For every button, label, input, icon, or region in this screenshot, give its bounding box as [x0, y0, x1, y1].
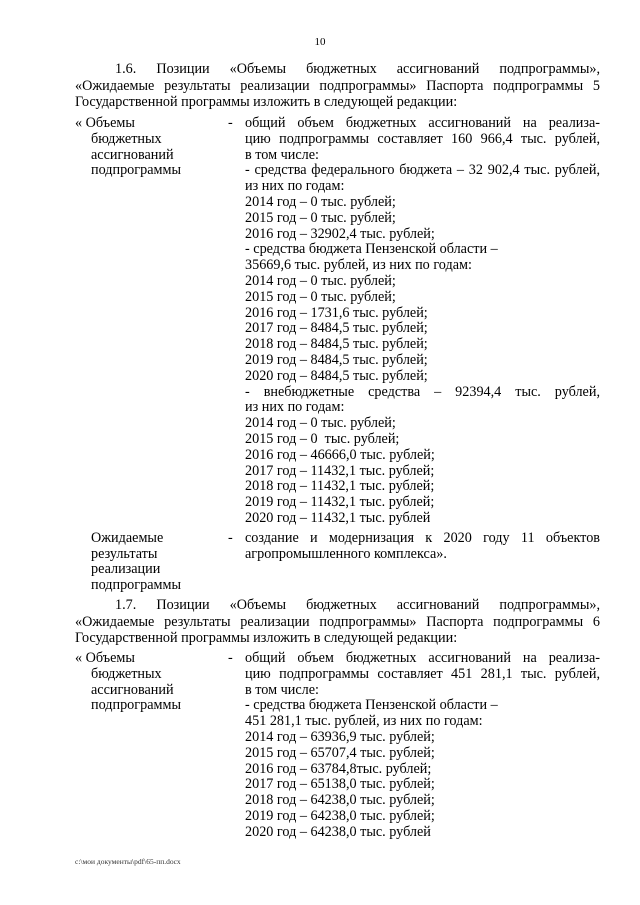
- content-line: 2017 год – 8484,5 тыс. рублей;: [245, 320, 428, 337]
- dash-separator: -: [228, 115, 233, 131]
- label-line: бюджетных: [91, 130, 162, 147]
- content-line: в том числе:: [245, 681, 319, 698]
- content-line: 2020 год – 64238,0 тыс. рублей: [245, 823, 431, 840]
- content-line: из них по годам:: [245, 178, 345, 195]
- section-1-7-intro-text: 1.7. Позиции «Объемы бюджетных ассигнований подпрограммы», «Ожидаемые результаты реализации подпрограммы» Паспорта подпрограммы 6 Государственной программы изложить в следующей редакции:: [75, 597, 600, 646]
- content-line: 2014 год – 63936,9 тыс. рублей;: [245, 728, 435, 745]
- content-line: 451 281,1 тыс. рублей, из них по годам:: [245, 713, 483, 730]
- label-line: ассигнований: [91, 146, 174, 163]
- volume-content: [245, 651, 600, 841]
- content-line: 2017 год – 65138,0 тыс. рублей;: [245, 776, 435, 793]
- content-line: 2019 год – 11432,1 тыс. рублей;: [245, 494, 435, 511]
- content-line: 2020 год – 11432,1 тыс. рублей: [245, 509, 431, 526]
- content-line: 2016 год – 46666,0 тыс. рублей;: [245, 446, 435, 463]
- content-line: 2014 год – 0 тыс. рублей;: [245, 272, 396, 289]
- label-line: Объемы: [85, 650, 135, 666]
- content-line: 2020 год – 8484,5 тыс. рублей;: [245, 367, 428, 384]
- content-line: 2016 год – 32902,4 тыс. рублей;: [245, 225, 435, 242]
- content-line: 2018 год – 11432,1 тыс. рублей;: [245, 478, 435, 495]
- content-line: 2016 год – 63784,8тыс. рублей;: [245, 760, 432, 777]
- label-line: подпрограммы: [91, 162, 181, 179]
- open-quote: «: [75, 650, 83, 666]
- content-line: 2015 год – 0 тыс. рублей;: [245, 209, 396, 226]
- content-line: создание и модернизация к 2020 году 11 объектов: [245, 529, 600, 546]
- content-line: 2019 год – 64238,0 тыс. рублей;: [245, 807, 435, 824]
- content-line: 2015 год – 0 тыс. рублей;: [245, 288, 396, 305]
- label-line: подпрограммы: [91, 577, 181, 594]
- dash-separator: -: [228, 529, 233, 546]
- label-line: Ожидаемые: [91, 529, 164, 546]
- content-line: 2015 год – 65707,4 тыс. рублей;: [245, 744, 435, 761]
- content-line: в том числе:: [245, 146, 319, 163]
- content-line: 2018 год – 64238,0 тыс. рублей;: [245, 792, 435, 809]
- volume-content: [245, 116, 600, 527]
- label-line: бюджетных: [91, 665, 162, 682]
- label-line: ассигнований: [91, 681, 174, 698]
- footer-file-path: c:\мои документы\pdf\65-пп.docx: [75, 857, 181, 866]
- section-1-6-intro-text: 1.6. Позиции «Объемы бюджетных ассигнований подпрограммы», «Ожидаемые результаты реализации подпрограммы» Паспорта подпрограммы 5 Государственной программы изложить в следующей редакции:: [75, 61, 600, 110]
- section-1-7-intro: [75, 597, 600, 647]
- page-number: 10: [314, 36, 326, 48]
- volume-label: [75, 116, 225, 179]
- content-line: цию подпрограммы составляет 160 966,4 тыс. рублей,: [245, 130, 600, 147]
- content-line: 2014 год – 0 тыс. рублей;: [245, 193, 396, 210]
- content-line: - внебюджетные средства – 92394,4 тыс. рублей,: [245, 383, 600, 400]
- label-line: реализации: [91, 561, 161, 578]
- content-line: агропромышленного комплекса».: [245, 545, 447, 562]
- section-1-6-table: [75, 116, 600, 594]
- content-line: - средства федерального бюджета – 32 902,4 тыс. рублей,: [245, 162, 600, 179]
- results-label: [75, 531, 225, 594]
- section-1-6-intro: [75, 61, 600, 111]
- content-line: 2016 год – 1731,6 тыс. рублей;: [245, 304, 428, 321]
- results-row: [75, 531, 600, 594]
- content-line: из них по годам:: [245, 399, 345, 416]
- volume-label: [75, 651, 225, 714]
- content-line: цию подпрограммы составляет 451 281,1 тыс. рублей,: [245, 665, 600, 682]
- content-line: 2017 год – 11432,1 тыс. рублей;: [245, 462, 435, 479]
- content-line: 2018 год – 8484,5 тыс. рублей;: [245, 336, 428, 353]
- content-line: общий объем бюджетных ассигнований на реализа-: [245, 115, 600, 131]
- content-line: - средства бюджета Пензенской области –: [245, 697, 498, 714]
- content-line: 2015 год – 0 тыс. рублей;: [245, 430, 400, 447]
- content-line: 2019 год – 8484,5 тыс. рублей;: [245, 351, 428, 368]
- volume-row: [75, 116, 600, 527]
- results-content: [245, 531, 600, 594]
- content-line: 2014 год – 0 тыс. рублей;: [245, 415, 396, 432]
- dash-separator: -: [228, 650, 233, 666]
- label-line: Объемы: [85, 115, 135, 131]
- open-quote: «: [75, 115, 83, 131]
- volume-row: [75, 651, 600, 841]
- label-line: результаты: [91, 545, 158, 562]
- content-line: 35669,6 тыс. рублей, из них по годам:: [245, 257, 472, 274]
- content-line: - средства бюджета Пензенской области –: [245, 241, 498, 258]
- label-line: подпрограммы: [91, 697, 181, 714]
- section-1-7-table: [75, 651, 600, 841]
- content-line: общий объем бюджетных ассигнований на реализа-: [245, 650, 600, 666]
